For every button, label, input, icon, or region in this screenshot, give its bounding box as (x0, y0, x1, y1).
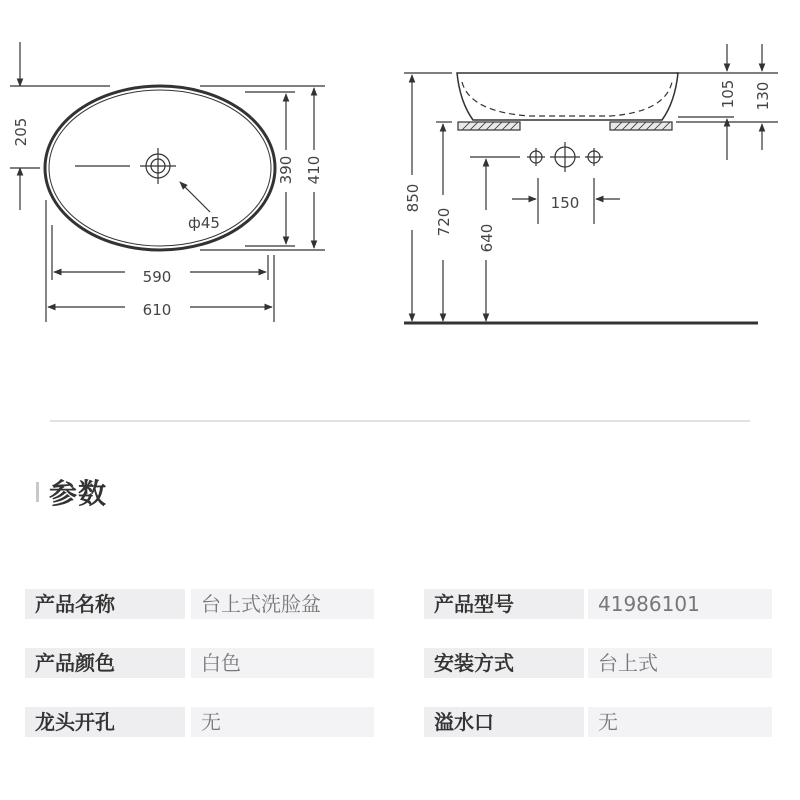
basin-inner-dashed (462, 82, 672, 116)
param-label: 溢水口 (424, 707, 584, 737)
params-title: 参数 (49, 477, 108, 510)
basin-outline-outer (45, 86, 275, 250)
dim-410: 410 (305, 155, 323, 185)
dim-150: 150 (550, 194, 580, 212)
heading-accent-bar (36, 482, 39, 502)
param-label: 安装方式 (424, 648, 584, 678)
fitting-icons (527, 142, 603, 172)
dim-590: 590 (142, 268, 172, 286)
dim-hole-diameter: ф45 (188, 214, 220, 232)
dim-130: 130 (754, 81, 772, 111)
drain-icon (140, 148, 176, 184)
param-label: 产品型号 (424, 589, 584, 619)
dim-205: 205 (12, 117, 30, 147)
param-label: 产品颜色 (25, 648, 185, 678)
param-label: 龙头开孔 (25, 707, 185, 737)
dim-720: 720 (435, 207, 453, 237)
dim-390: 390 (277, 155, 295, 185)
param-value: 无 (588, 707, 772, 737)
param-value: 无 (191, 707, 374, 737)
dim-610: 610 (142, 301, 172, 319)
section-divider (50, 420, 750, 422)
basin-profile (457, 73, 678, 120)
dim-640: 640 (478, 223, 496, 253)
basin-outline-inner (49, 90, 271, 246)
dim-850: 850 (404, 183, 422, 213)
param-value: 41986101 (588, 589, 772, 619)
params-heading (36, 472, 107, 512)
param-value: 白色 (191, 648, 374, 678)
dim-105: 105 (719, 79, 737, 109)
hole-leader (180, 182, 210, 212)
param-value: 台上式洗脸盆 (191, 589, 374, 619)
param-value: 台上式 (588, 648, 772, 678)
param-label: 产品名称 (25, 589, 185, 619)
